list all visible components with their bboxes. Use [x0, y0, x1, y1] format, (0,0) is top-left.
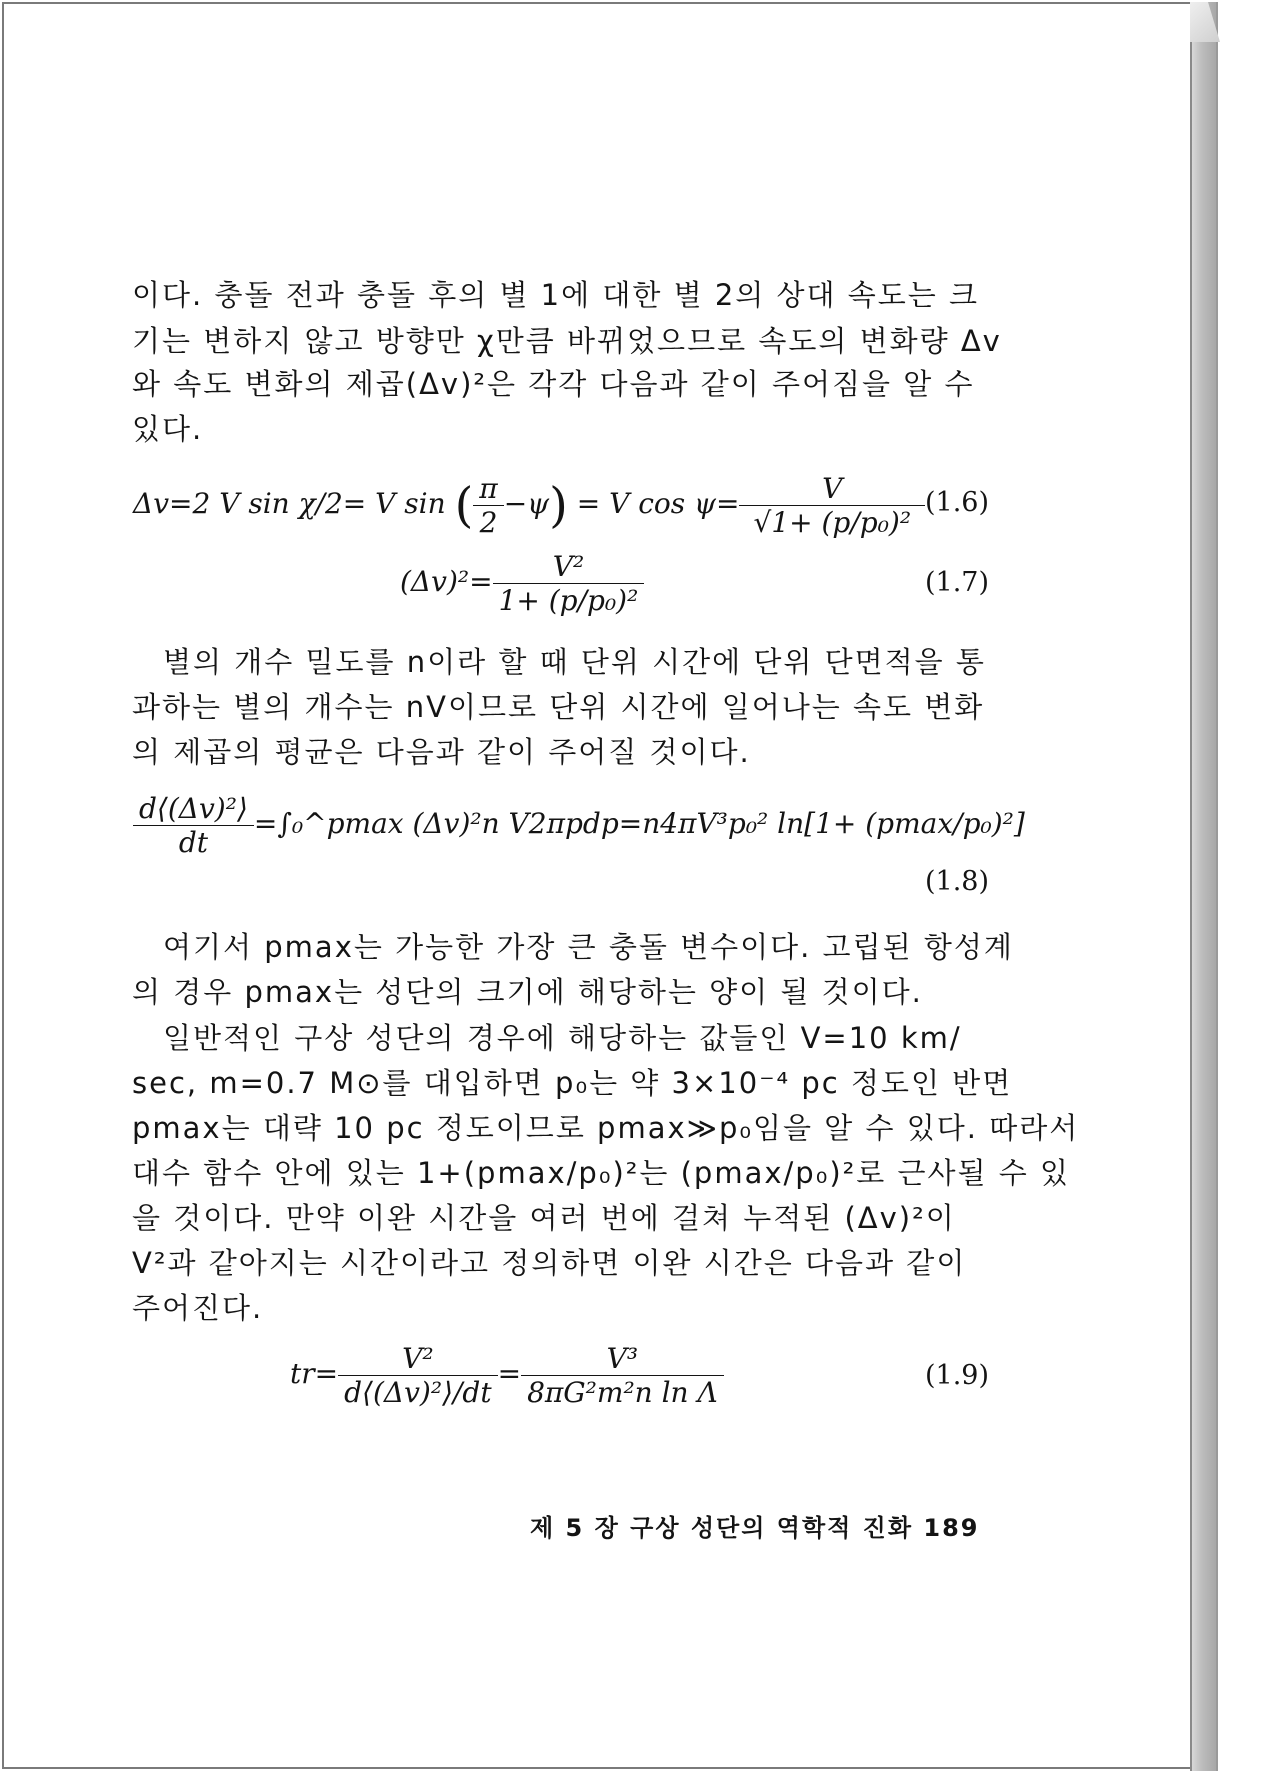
paragraph-line: 의 제곱의 평균은 다음과 같이 주어질 것이다. — [132, 735, 751, 769]
eq16-pi-half — [473, 472, 503, 539]
equation-number-1-9: (1.9) — [925, 1360, 990, 1391]
eq19-den1: d⟨(Δv)²⟩/dt — [338, 1375, 498, 1409]
paragraph-line: 을 것이다. 만약 이완 시간을 여러 번에 걸쳐 누적된 (Δv)²이 — [132, 1201, 956, 1235]
eq16-paren-tail: −ψ — [503, 487, 550, 520]
paragraph-line: 기는 변하지 않고 방향만 χ만큼 바뀌었으므로 속도의 변화량 Δv — [132, 324, 1002, 358]
paragraph-line: 이다. 충돌 전과 충돌 후의 별 1에 대한 별 2의 상대 속도는 크 — [132, 278, 980, 312]
eq17-num: V² — [552, 550, 585, 583]
paragraph-line: 와 속도 변화의 제곱(Δv)²은 각각 다음과 같이 주어짐을 알 수 — [132, 367, 975, 401]
eq16-paren-num: π — [479, 472, 498, 505]
eq16-paren-den: 2 — [473, 505, 503, 539]
equation-1-9 — [290, 1342, 724, 1409]
equation-1-8 — [133, 792, 1025, 859]
eq16-lhs: Δv=2 V sin χ/2= V sin — [133, 487, 446, 520]
paragraph-line: V²과 같아지는 시간이라고 정의하면 이완 시간은 다음과 같이 — [132, 1246, 967, 1280]
eq16-fraction — [739, 472, 925, 539]
equation-1-6 — [133, 472, 925, 539]
equals-sign: = — [497, 1357, 522, 1390]
paragraph-line: pmax는 대략 10 pc 정도이므로 pmax≫p₀임을 알 수 있다. 따라서 — [132, 1111, 1080, 1145]
equation-number-1-7: (1.7) — [925, 567, 990, 598]
equation-1-7 — [400, 550, 644, 617]
paragraph-line: 대수 함수 안에 있는 1+(pmax/p₀)²는 (pmax/p₀)²로 근사될 수 있 — [132, 1156, 1071, 1190]
equation-number-1-6: (1.6) — [925, 487, 990, 518]
left-paren: ( — [454, 477, 474, 534]
paragraph-line: 일반적인 구상 성단의 경우에 해당하는 값들인 V=10 km/ — [163, 1021, 962, 1055]
paragraph-line: 있다. — [132, 412, 204, 446]
eq16-mid: = V cos ψ= — [576, 487, 740, 520]
book-page — [2, 2, 1192, 1769]
eq17-fraction — [493, 550, 645, 617]
book-spine-edge — [1190, 2, 1218, 1771]
paragraph-line: sec, m=0.7 M⊙를 대입하면 p₀는 약 3×10⁻⁴ pc 정도인 반면 — [132, 1066, 1013, 1100]
running-footer: 제 5 장 구상 성단의 역학적 진화 189 — [530, 1514, 980, 1542]
eq18-rhs: =∫₀^pmax (Δv)²n V2πpdp=n4πV³p₀² ln[1+ (pmax/p₀)²] — [253, 807, 1025, 840]
eq19-fraction-2 — [521, 1342, 724, 1409]
eq16-num: V — [822, 472, 843, 505]
right-paren: ) — [549, 477, 568, 534]
eq18-num: d⟨(Δv)²⟩ — [139, 792, 248, 825]
eq17-lhs: (Δv)²= — [400, 565, 493, 598]
paragraph-line: 의 경우 pmax는 성단의 크기에 해당하는 양이 될 것이다. — [132, 975, 923, 1009]
equation-number-1-8: (1.8) — [925, 866, 990, 897]
eq19-num1: V² — [402, 1342, 434, 1375]
eq18-den: dt — [133, 825, 254, 859]
eq17-den: 1+ (p/p₀)² — [493, 583, 645, 617]
eq18-fraction — [133, 792, 254, 859]
paragraph-line: 과하는 별의 개수는 nV이므로 단위 시간에 일어나는 속도 변화 — [132, 690, 985, 724]
paragraph-line: 여기서 pmax는 가능한 가장 큰 충돌 변수이다. 고립된 항성계 — [163, 930, 1014, 964]
paragraph-line: 주어진다. — [132, 1291, 264, 1325]
eq16-den: √1+ (p/p₀)² — [739, 505, 925, 539]
eq19-lhs: tr= — [290, 1357, 339, 1390]
eq19-fraction-1 — [338, 1342, 498, 1409]
eq19-den2: 8πG²m²n ln Λ — [521, 1375, 724, 1409]
eq19-num2: V³ — [606, 1342, 639, 1375]
paragraph-line: 별의 개수 밀도를 n이라 할 때 단위 시간에 단위 단면적을 통 — [163, 645, 986, 679]
